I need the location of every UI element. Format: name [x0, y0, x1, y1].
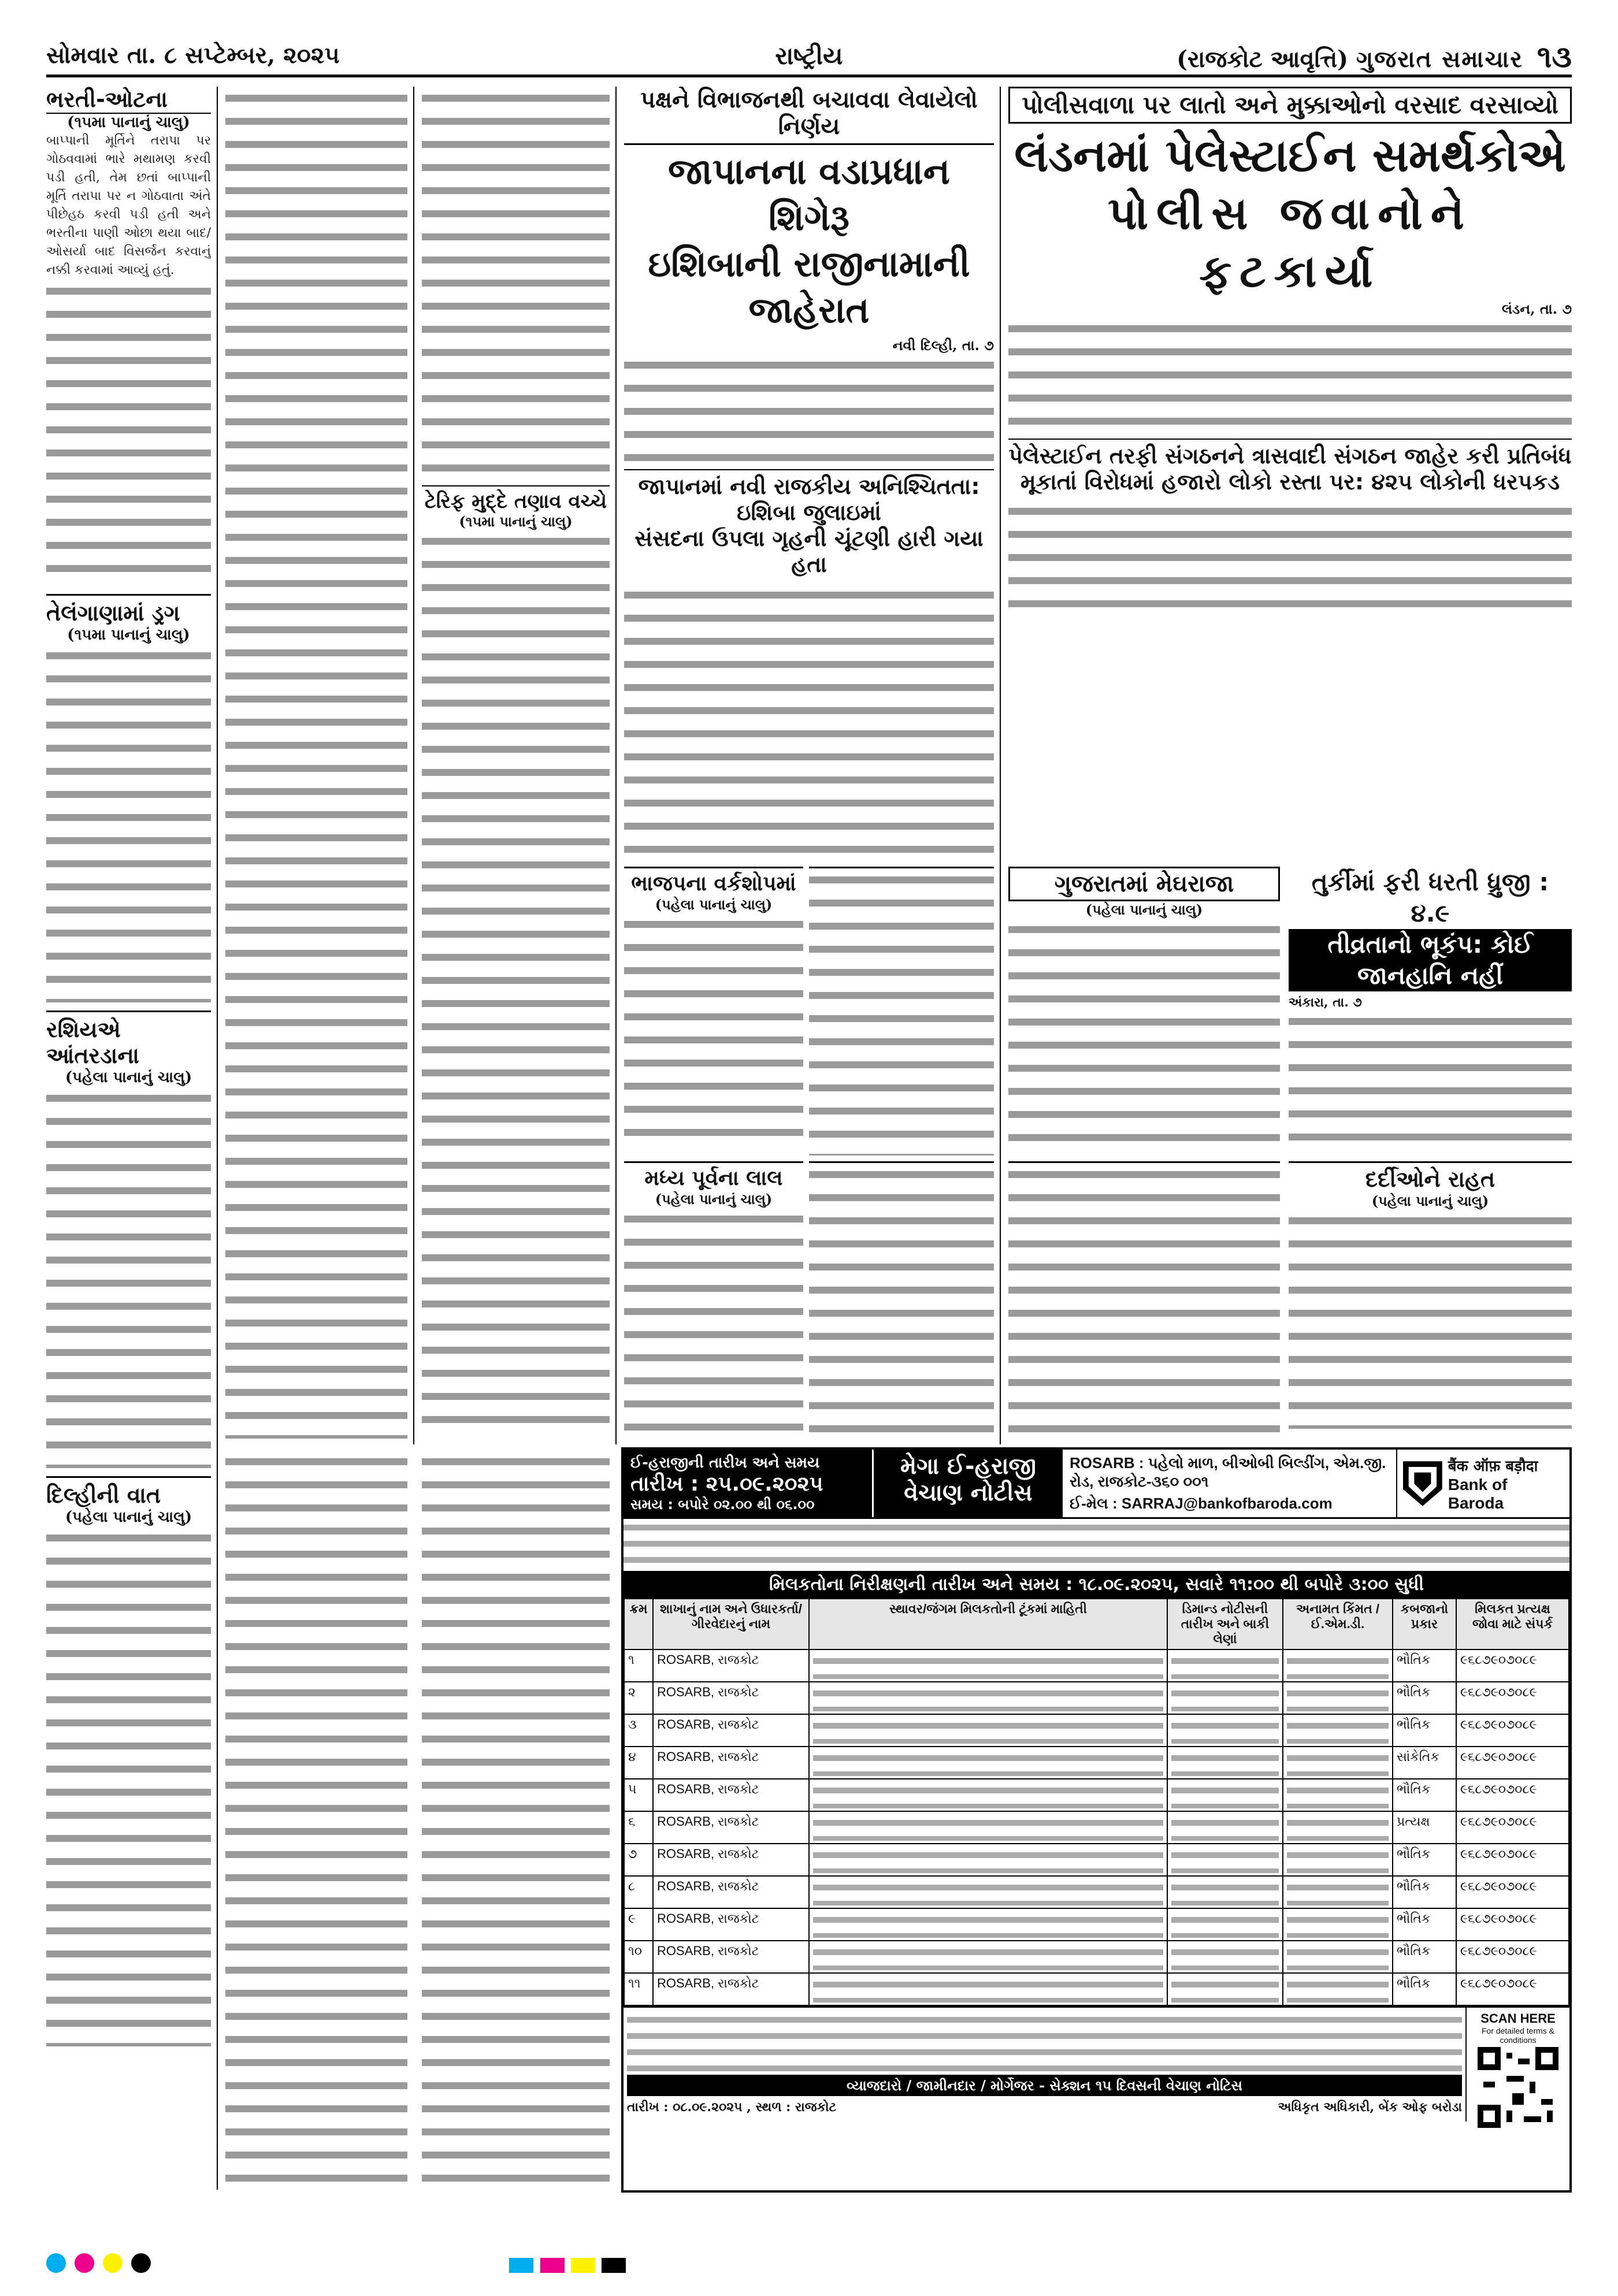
- cell-text: [813, 1976, 1163, 2003]
- masthead: [46, 37, 1572, 77]
- pain-story: [1289, 1161, 1572, 1439]
- table-row: [624, 1876, 1569, 1908]
- row-number: ૪: [624, 1747, 653, 1779]
- cell-text: [813, 1879, 1163, 1905]
- cell-text: [813, 1717, 1163, 1744]
- cell-text: [1287, 1685, 1389, 1711]
- branch-line: ROSARB : પહેલો માળ, બીઓબી બિલ્ડીંગ, એમ.જી. રોડ, રાજકોટ-૩૬૦ ૦૦૧: [1070, 1454, 1386, 1490]
- article-text-block: [1008, 918, 1280, 1149]
- cell-text: [813, 1944, 1163, 1970]
- branch-email: ઈ-મેલ : SARRAJ@bankofbaroda.com: [1070, 1495, 1333, 1512]
- cell-text: [1171, 1717, 1279, 1744]
- cell-text: [1171, 1911, 1279, 1938]
- row-branch: ROSARB, રાજકોટ: [653, 1747, 809, 1779]
- row-property: [809, 1973, 1167, 2005]
- article-text-block: [1289, 1209, 1572, 1429]
- row-demand: [1167, 1941, 1283, 1973]
- cell-text: [1287, 1782, 1389, 1808]
- article-heading: દિલ્હીની વાત: [46, 1483, 161, 1508]
- row-number: ૬: [624, 1811, 653, 1844]
- row-number: ૨: [624, 1682, 653, 1714]
- row-property: [809, 1649, 1167, 1682]
- cell-text: [1171, 1879, 1279, 1905]
- row-property: [809, 1747, 1167, 1779]
- row-contact: ૯૬૮૭૯૦૭૦૮૯: [1456, 1876, 1569, 1908]
- article-text-block: [624, 354, 994, 469]
- magenta-reg-mark: [75, 2253, 94, 2273]
- terms-block: [624, 2008, 1465, 2122]
- table-row: [624, 1811, 1569, 1844]
- row-property: [809, 1811, 1167, 1844]
- table-row: [624, 1747, 1569, 1779]
- story-headline: પોલીસ જવાનોને ફટકાર્યા: [1108, 188, 1472, 298]
- bank-logo-icon: [1403, 1461, 1442, 1507]
- row-branch: ROSARB, રાજકોટ: [653, 1973, 809, 2005]
- mideast-story: [624, 1161, 803, 1439]
- article-heading: દર્દીઓને રાહત: [1365, 1166, 1495, 1192]
- row-possession: ભૌતિક: [1393, 1941, 1456, 1973]
- edition-brand: [1177, 39, 1572, 75]
- row-property: [809, 1682, 1167, 1714]
- row-contact: ૯૬૮૭૯૦૭૦૮૯: [1456, 1779, 1569, 1811]
- table-row: [624, 1908, 1569, 1941]
- continued-label: (૧૫મા પાનાનું ચાલુ): [459, 513, 573, 530]
- story-subhead: જાપાનમાં નવી રાજકીય અનિશ્ચિતતા: ઇશિબા જુલાઇમાં: [624, 469, 994, 526]
- cell-text: [1171, 1749, 1279, 1776]
- row-possession: ભૌતિક: [1393, 1876, 1456, 1908]
- cell-text: [1171, 1814, 1279, 1841]
- row-reserve: [1283, 1908, 1393, 1941]
- table-row: [624, 1941, 1569, 1973]
- cell-text: [1171, 1685, 1279, 1711]
- row-contact: ૯૬૮૭૯૦૭૦૮૯: [1456, 1941, 1569, 1973]
- story-headline: તીવ્રતાનો ભૂકંપ: કોઈ જાનહાનિ નહીં: [1289, 929, 1572, 991]
- row-branch: ROSARB, રાજકોટ: [653, 1876, 809, 1908]
- cell-text: [1287, 1976, 1389, 2003]
- continued-label: (પહેલા પાનાનું ચાલુ): [655, 896, 773, 913]
- row-number: ૧: [624, 1649, 653, 1682]
- table-row: [624, 1649, 1569, 1682]
- story-subhead: મૂકાતાં વિરોધમાં હજારો લોકો રસ્તા પર: ૪૨૫ લોકોની ધરપકડ: [1020, 469, 1560, 495]
- article-text-block: [624, 584, 994, 861]
- row-number: ૫: [624, 1779, 653, 1811]
- row-number: ૧૧: [624, 1973, 653, 2005]
- row-demand: [1167, 1714, 1283, 1747]
- japan-story: [624, 87, 994, 861]
- qr-block[interactable]: [1465, 2008, 1569, 2122]
- article-heading: ગુજરાતમાં મેઘરાજા: [1008, 867, 1280, 901]
- bank-name-english: Bank of Baroda: [1448, 1475, 1508, 1512]
- row-possession: ભૌતિક: [1393, 1844, 1456, 1876]
- cell-text: [1171, 1976, 1279, 2003]
- cell-text: [1287, 1749, 1389, 1776]
- column-3: [422, 87, 610, 1439]
- table-header: મિલકત પ્રત્યક્ષ જોવા માટે સંપર્ક: [1456, 1599, 1569, 1649]
- cell-text: [1287, 1911, 1389, 1938]
- continued-label: (૧૫મા પાનાનું ચાલુ): [67, 114, 190, 131]
- article-heading: ભાજપના વર્કશોપમાં: [631, 872, 796, 896]
- page-number: ૧૩: [1537, 39, 1572, 75]
- row-branch: ROSARB, રાજકોટ: [653, 1844, 809, 1876]
- table-row: [624, 1714, 1569, 1747]
- auction-time: સમય : બપોરે ૦૨.૦૦ થી ૦૬.૦૦: [630, 1496, 815, 1513]
- row-contact: ૯૬૮૭૯૦૭૦૮૯: [1456, 1747, 1569, 1779]
- row-demand: [1167, 1682, 1283, 1714]
- cell-text: [813, 1685, 1163, 1711]
- article-text-block: [1289, 1010, 1572, 1156]
- yellow-bar: [571, 2258, 595, 2273]
- row-demand: [1167, 1649, 1283, 1682]
- table-header: ક્રમ: [624, 1599, 653, 1649]
- table-header: અનામત કિંમત / ઈ.એમ.ડી.: [1283, 1599, 1393, 1649]
- row-property: [809, 1779, 1167, 1811]
- row-possession: ભૌતિક: [1393, 1973, 1456, 2005]
- row-number: ૮: [624, 1876, 653, 1908]
- row-property: [809, 1908, 1167, 1941]
- story-kicker: પોલીસવાળા પર લાતો અને મુક્કાઓનો વરસાદ વરસાવ્યો: [1008, 87, 1572, 124]
- yellow-reg-mark: [103, 2253, 123, 2273]
- row-demand: [1167, 1844, 1283, 1876]
- table-header: સ્થાવર/જંગમ મિલકતોની ટૂંકમાં માહિતી: [809, 1599, 1167, 1649]
- article-text-block: [422, 530, 610, 1439]
- article-heading: ટેરિફ મુદ્દે તણાવ વચ્ચે: [422, 485, 610, 513]
- story-headline: ઇશિબાની રાજીનામાની જાહેરાત: [648, 243, 970, 331]
- scan-sublabel: For detailed terms & conditions: [1481, 2026, 1555, 2045]
- table-row: [624, 1682, 1569, 1714]
- row-contact: ૯૬૮૭૯૦૭૦૮૯: [1456, 1649, 1569, 1682]
- bank-name-hindi: बैंक ऑफ़ बड़ौदा: [1448, 1457, 1538, 1475]
- row-reserve: [1283, 1682, 1393, 1714]
- article-heading: મધ્ય પૂર્વના લાલ: [644, 1166, 783, 1190]
- row-reserve: [1283, 1747, 1393, 1779]
- row-demand: [1167, 1908, 1283, 1941]
- footer-date: તારીખ : ૦૮.૦૯.૨૦૨૫ , સ્થળ : રાજકોટ: [627, 2100, 837, 2115]
- cell-text: [1287, 1814, 1389, 1841]
- print-registration-marks: [46, 2253, 1572, 2276]
- dateline: અંકારા, તા. ૭: [1289, 995, 1362, 1010]
- article-text-block: [624, 1208, 803, 1433]
- row-reserve: [1283, 1714, 1393, 1747]
- row-number: ૩: [624, 1714, 653, 1747]
- row-reserve: [1283, 1973, 1393, 2005]
- row-demand: [1167, 1747, 1283, 1779]
- table-row: [624, 1779, 1569, 1811]
- row-possession: ભૌતિક: [1393, 1779, 1456, 1811]
- cell-text: [1287, 1652, 1389, 1679]
- row-possession: ભૌતિક: [1393, 1682, 1456, 1714]
- row-possession: સાંકેતિક: [1393, 1747, 1456, 1779]
- cell-text: [1171, 1944, 1279, 1970]
- row-property: [809, 1941, 1167, 1973]
- issue-date: સોમવાર તા. ૮ સપ્ટેમ્બર, ૨૦૨૫: [46, 42, 340, 69]
- cell-text: [1287, 1847, 1389, 1873]
- cell-text: [1287, 1717, 1389, 1744]
- story-subhead: પેલેસ્ટાઈન તરફી સંગઠનને ત્રાસવાદી સંગઠન જાહેર કરી પ્રતિબંધ: [1008, 439, 1572, 469]
- qr-code-icon: [1478, 2047, 1558, 2128]
- article-heading: ભરતી-ઓટના: [46, 87, 211, 114]
- centre-text: [809, 1161, 994, 1439]
- story-kicker: પક્ષને વિભાજનથી બચાવવા લેવાયેલો નિર્ણય: [624, 87, 994, 145]
- bank-logo: [1396, 1450, 1569, 1517]
- row-contact: ૯૬૮૭૯૦૭૦૮૯: [1456, 1682, 1569, 1714]
- table-header: શાખાનું નામ અને ઉધારકર્તા/ગીરવેદારનું નામ: [653, 1599, 809, 1649]
- dateline: લંડન, તા. ૭: [1501, 300, 1572, 317]
- cell-text: [813, 1847, 1163, 1873]
- column-2-lower: [225, 1450, 407, 2190]
- scan-label: SCAN HERE: [1480, 2011, 1556, 2026]
- row-number: ૯: [624, 1908, 653, 1941]
- row-reserve: [1283, 1941, 1393, 1973]
- cell-text: [813, 1782, 1163, 1808]
- article-body: બાપ્પાની મૂર્તિને તરાપા પર ગોઠવવામાં ભારે મથામણ કરવી પડી હતી, તેમ છતાં બાપ્પાની મૂર્તિ તરાપા પર ન ગોઠવાતા અંતે પીછેહઠ કરવી પડી હતી અને ભરતીના પાણી ઓછા થયા બાદ/ઓસર્યા બાદ વિસર્જન કરવાનું નક્કી કરવામાં આવ્યું હતું.: [46, 133, 211, 277]
- continued-label: (પહેલા પાનાનું ચાલુ): [1371, 1192, 1489, 1209]
- cell-text: [813, 1814, 1163, 1841]
- centre-text: [1008, 1161, 1280, 1439]
- row-contact: ૯૬૮૭૯૦૭૦૮૯: [1456, 1844, 1569, 1876]
- row-possession: ભૌતિક: [1393, 1649, 1456, 1682]
- row-demand: [1167, 1779, 1283, 1811]
- cell-text: [813, 1911, 1163, 1938]
- table-row: [624, 1844, 1569, 1876]
- row-reserve: [1283, 1649, 1393, 1682]
- row-possession: ભૌતિક: [1393, 1908, 1456, 1941]
- continued-label: (પહેલા પાનાનું ચાલુ): [65, 1069, 192, 1086]
- cell-text: [1171, 1847, 1279, 1873]
- rain-story: [1008, 867, 1280, 1156]
- notice-title-line: મેગા ઈ-હરાજી: [900, 1453, 1036, 1480]
- black-bar: [602, 2258, 626, 2273]
- story-subhead: સંસદના ઉપલા ગૃહની ચૂંટણી હારી ગયા હતા: [634, 526, 984, 577]
- edition-label: (રાજકોટ આવૃત્તિ): [1177, 46, 1349, 73]
- london-story: [1008, 87, 1572, 618]
- section-title: રાષ્ટ્રીય: [775, 42, 843, 70]
- footer-notice: વ્યાજદારો / જામીનદાર / મોર્ગેજર - સેક્શન ૧૫ દિવસની વેચાણ નોટિસ: [627, 2075, 1462, 2096]
- row-reserve: [1283, 1779, 1393, 1811]
- article-text-block: [46, 280, 211, 586]
- row-contact: ૯૬૮૭૯૦૭૦૮૯: [1456, 1908, 1569, 1941]
- row-branch: ROSARB, રાજકોટ: [653, 1941, 809, 1973]
- row-contact: ૯૬૮૭૯૦૭૦૮૯: [1456, 1714, 1569, 1747]
- row-reserve: [1283, 1844, 1393, 1876]
- magenta-bar: [540, 2258, 565, 2273]
- column-1: [46, 87, 211, 2190]
- notice-preamble: [624, 1519, 1569, 1571]
- row-property: [809, 1714, 1167, 1747]
- auction-date-label: ઈ-હરાજીની તારીખ અને સમય: [630, 1454, 820, 1472]
- bjp-story: [624, 867, 803, 1156]
- row-number: ૧૦: [624, 1941, 653, 1973]
- article-text-block: [46, 1087, 211, 1468]
- continued-label: (૧૫મા પાનાનું ચાલુ): [67, 626, 190, 644]
- cell-text: [1287, 1879, 1389, 1905]
- row-possession: ભૌતિક: [1393, 1714, 1456, 1747]
- inspection-banner: મિલકતોના નિરીક્ષણની તારીખ અને સમય : ૧૮.૦૯.૨૦૨૫, સવારે ૧૧:૦૦ થી બપોરે ૩:૦૦ સુધી: [624, 1571, 1569, 1598]
- article-text-block: [1008, 500, 1572, 618]
- article-text-block: [46, 644, 211, 1002]
- row-branch: ROSARB, રાજકોટ: [653, 1649, 809, 1682]
- story-headline: તુર્કીમાં ફરી ધરતી ધ્રુજી : ૪.૯: [1311, 868, 1549, 927]
- article-text-block: [422, 87, 610, 485]
- row-demand: [1167, 1876, 1283, 1908]
- row-contact: ૯૬૮૭૯૦૭૦૮૯: [1456, 1811, 1569, 1844]
- continued-label: (પહેલા પાનાનું ચાલુ): [655, 1191, 773, 1208]
- auction-notice: [621, 1447, 1572, 2193]
- story-headline: જાપાનના વડાપ્રધાન શિગેરૂ: [668, 150, 950, 239]
- article-heading: તેલંગાણામાં ડ્રગ: [46, 600, 180, 626]
- terms-text: [627, 2011, 1462, 2075]
- row-branch: ROSARB, રાજકોટ: [653, 1682, 809, 1714]
- table-row: [624, 1973, 1569, 2005]
- row-branch: ROSARB, રાજકોટ: [653, 1714, 809, 1747]
- row-branch: ROSARB, રાજકોટ: [653, 1811, 809, 1844]
- brand-logo: ગુજરાત સમાચાર: [1356, 46, 1523, 73]
- row-contact: ૯૬૮૭૯૦૭૦૮૯: [1456, 1973, 1569, 2005]
- branch-address: [1063, 1450, 1396, 1517]
- cyan-bar: [509, 2258, 533, 2273]
- column-3-lower: [422, 1450, 610, 2190]
- continued-label: (પહેલા પાનાનું ચાલુ): [1085, 901, 1203, 918]
- black-reg-mark: [131, 2253, 151, 2273]
- table-header: કબજાનો પ્રકાર: [1393, 1599, 1456, 1649]
- property-table: [624, 1598, 1569, 2006]
- row-property: [809, 1844, 1167, 1876]
- continued-label: (પહેલા પાનાનું ચાલુ): [65, 1509, 192, 1526]
- row-demand: [1167, 1973, 1283, 2005]
- centre-text: [809, 867, 994, 1156]
- authorized-officer: અધિકૃત અધિકારી, બેંક ઓફ બરોડા: [1278, 2100, 1462, 2115]
- row-branch: ROSARB, રાજકોટ: [653, 1908, 809, 1941]
- row-reserve: [1283, 1876, 1393, 1908]
- row-property: [809, 1876, 1167, 1908]
- article-heading: રશિયએ આંતરડાના: [46, 1017, 139, 1068]
- notice-title: [872, 1450, 1063, 1517]
- cell-text: [1171, 1782, 1279, 1808]
- row-possession: પ્રત્યક્ષ: [1393, 1811, 1456, 1844]
- cell-text: [1171, 1652, 1279, 1679]
- article-text-block: [46, 1526, 211, 2046]
- notice-title-line: વેચાણ નોટીસ: [904, 1480, 1033, 1506]
- row-branch: ROSARB, રાજકોટ: [653, 1779, 809, 1811]
- cell-text: [813, 1749, 1163, 1776]
- auction-date-box: [624, 1450, 872, 1517]
- cyan-reg-mark: [46, 2253, 66, 2273]
- row-reserve: [1283, 1811, 1393, 1844]
- dateline: નવી દિલ્હી, તા. ૭: [892, 337, 994, 354]
- article-text-block: [1008, 317, 1572, 439]
- row-number: ૭: [624, 1844, 653, 1876]
- cell-text: [813, 1652, 1163, 1679]
- column-2-text: [225, 87, 407, 1439]
- table-header: ડિમાન્ડ નોટીસની તારીખ અને બાકી લેણાં: [1167, 1599, 1283, 1649]
- quake-story: [1289, 867, 1572, 1156]
- article-text-block: [624, 913, 803, 1150]
- row-demand: [1167, 1811, 1283, 1844]
- cell-text: [1287, 1944, 1389, 1970]
- auction-date: તારીખ : ૨૫.૦૯.૨૦૨૫: [630, 1472, 823, 1496]
- story-headline: લંડનમાં પેલેસ્ટાઈન સમર્થકોએ: [1014, 130, 1566, 182]
